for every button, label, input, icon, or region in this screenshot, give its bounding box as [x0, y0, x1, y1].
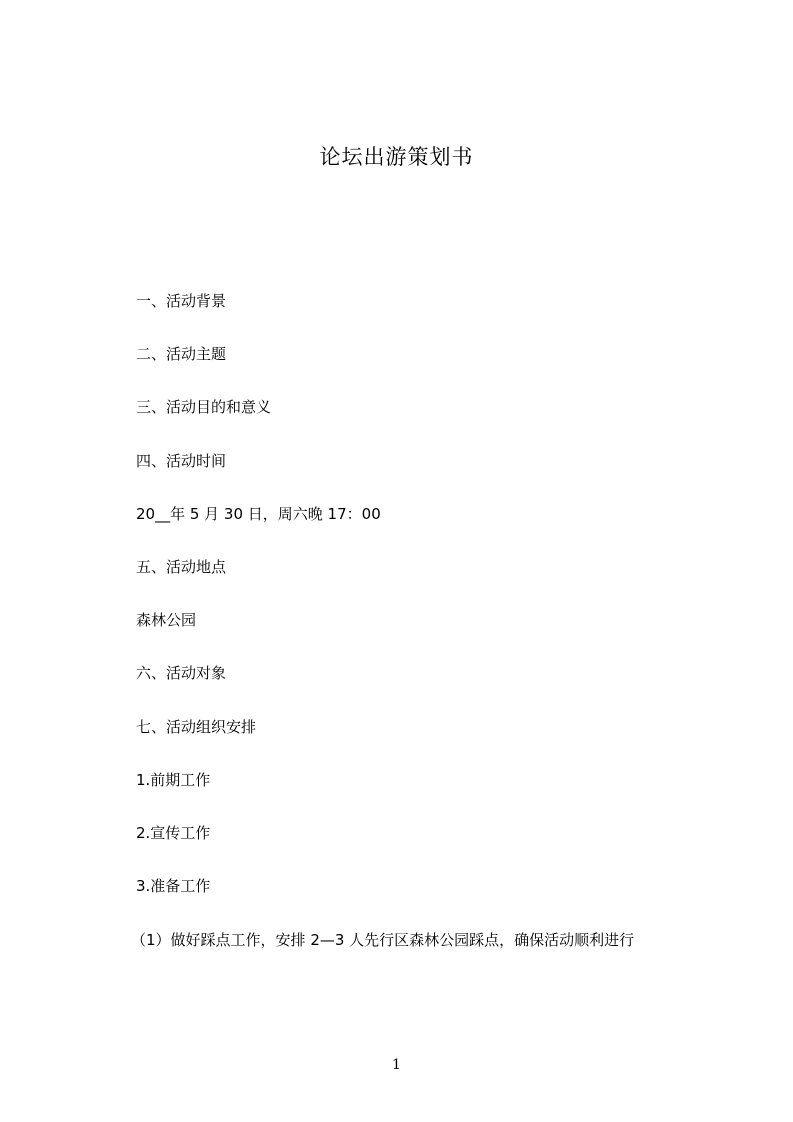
preparation-item-1: （1）做好踩点工作，安排 2—3 人先行区森林公园踩点，确保活动顺利进行 — [131, 931, 635, 949]
section-heading-audience: 六、活动对象 — [136, 664, 227, 682]
section-heading-organization: 七、活动组织安排 — [136, 718, 257, 736]
subsection-publicity-work: 2.宣传工作 — [136, 824, 211, 842]
subsection-preparation-work: 3.准备工作 — [136, 877, 211, 895]
page-number: 1 — [392, 1057, 401, 1073]
section-heading-purpose: 三、活动目的和意义 — [136, 398, 272, 416]
event-location-text: 森林公园 — [136, 611, 197, 629]
section-heading-theme: 二、活动主题 — [136, 345, 227, 363]
section-heading-time: 四、活动时间 — [136, 452, 227, 470]
section-heading-background: 一、活动背景 — [136, 292, 227, 310]
event-time-text: 20__年 5 月 30 日，周六晚 17：00 — [136, 505, 381, 523]
section-heading-location: 五、活动地点 — [136, 558, 227, 576]
document-title: 论坛出游策划书 — [319, 145, 474, 169]
subsection-preliminary-work: 1.前期工作 — [136, 771, 211, 789]
